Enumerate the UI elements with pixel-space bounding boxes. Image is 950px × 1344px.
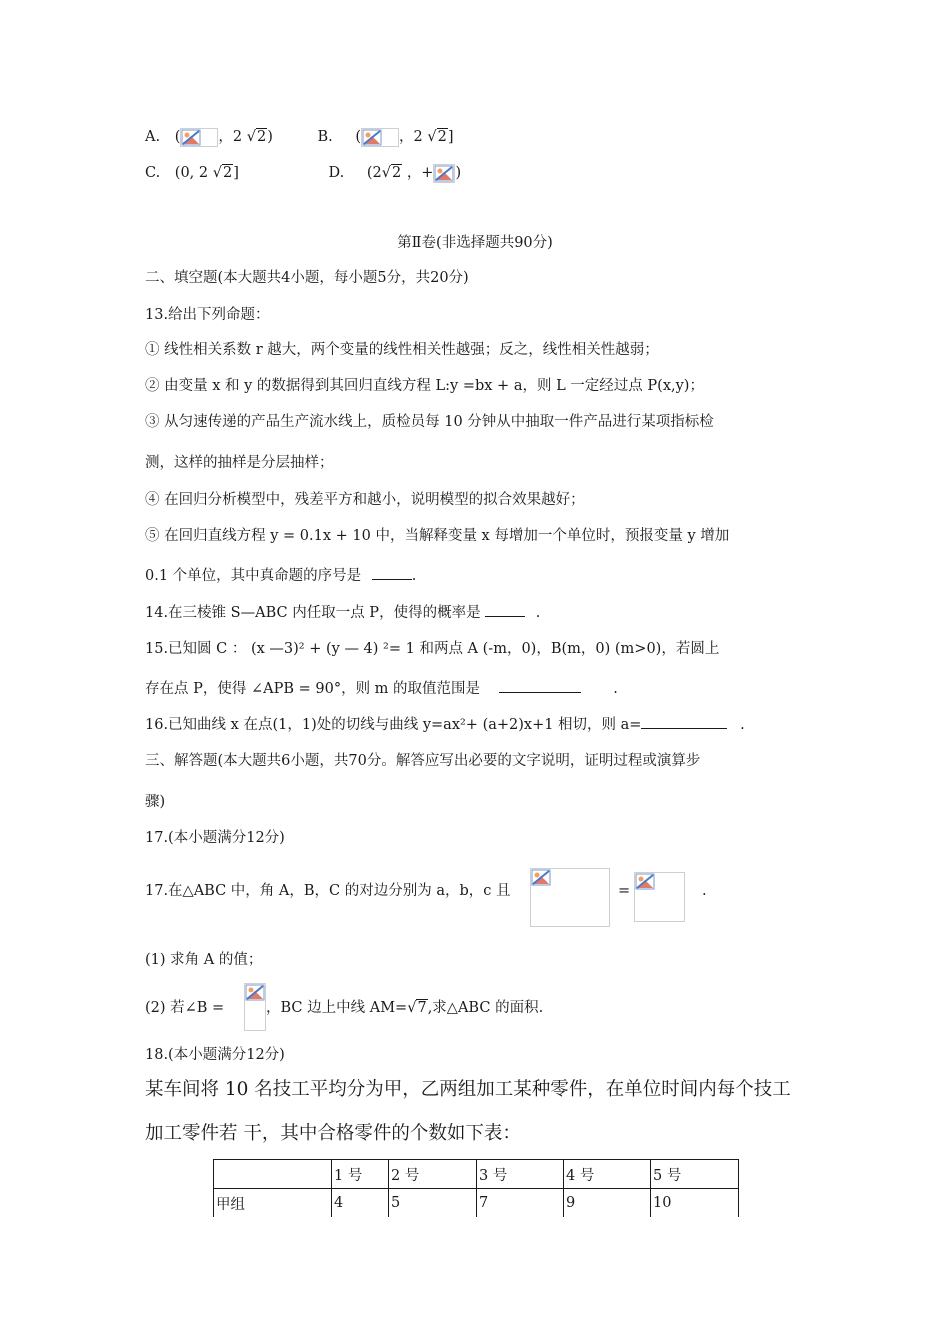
table-cell: 10: [651, 1189, 739, 1218]
table-cell: 4: [332, 1189, 389, 1218]
statement-2: ② 由变量 x 和 y 的数据得到其回归直线方程 L:y =bx + a，则 L 一定经过点 P(x,y)；: [145, 378, 704, 394]
statement-5: ⑤ 在回归直线方程 y = 0.1x + 10 中，当解释变量 x 每增加一个单位时，预报变量 y 增加: [145, 528, 730, 544]
sqrt-expression: √7: [407, 1000, 427, 1016]
sub-question-2: (2) 若∠B =: [145, 1000, 225, 1016]
broken-image-icon: [530, 868, 610, 927]
answer-blank: [485, 616, 525, 617]
table-header-row: [214, 1160, 739, 1189]
question-16: 16.已知曲线 x 在点(1，1)处的切线与曲线 y=ax²+ (a+2)x+1 相切，则 a= .: [145, 717, 745, 733]
table-cell: [214, 1160, 332, 1189]
parts-table: [213, 1159, 739, 1217]
table-cell: 5: [389, 1189, 477, 1218]
answer-blank: [641, 728, 727, 729]
question-14: 14.在三棱锥 S—ABC 内任取一点 P，使得的概率是 .: [145, 605, 541, 621]
table-row: [214, 1189, 739, 1218]
sqrt-expression: √2: [246, 129, 267, 145]
question-18-line2: 加工零件若 干，其中合格零件的个数如下表：: [145, 1123, 521, 1144]
table-cell: 3 号: [477, 1160, 564, 1189]
broken-image-icon: [180, 128, 218, 147]
table-cell: 甲组: [214, 1189, 332, 1218]
option-c: C. (0, 2 √2] D. (2√2 ，+ ): [145, 165, 462, 181]
statement-5-cont: 0.1 个单位，其中真命题的序号是 .: [145, 568, 417, 584]
answer-blank: [372, 579, 412, 580]
statement-3-cont: 测，这样的抽样是分层抽样；: [145, 455, 334, 471]
sqrt-expression: √2: [381, 165, 402, 181]
section-header-cont: 骤): [145, 794, 166, 810]
statement-1: ① 线性相关系数 r 越大，两个变量的线性相关性越强；反之，线性相关性越弱；: [145, 342, 659, 358]
table-cell: 9: [564, 1189, 651, 1218]
statement-3: ③ 从匀速传递的产品生产流水线上，质检员每 10 分钟从中抽取一件产品进行某项指标检: [145, 414, 714, 430]
statement-4: ④ 在回归分析模型中，残差平方和越小，说明模型的拟合效果越好；: [145, 492, 585, 508]
question-13-intro: 13.给出下列命题：: [145, 307, 270, 323]
table-cell: 1 号: [332, 1160, 389, 1189]
broken-image-icon: [361, 128, 399, 147]
broken-image-icon: [634, 872, 685, 922]
broken-image-icon: [433, 164, 455, 183]
question-17-score: 17.(本小题满分12分): [145, 830, 285, 846]
question-17-stem: 17.在△ABC 中，角 A，B，C 的对边分别为 a，b，c 且: [145, 883, 511, 899]
broken-image-icon: [244, 983, 266, 1031]
answer-blank: [499, 692, 581, 693]
question-18-score: 18.(本小题满分12分): [145, 1047, 285, 1063]
period: .: [702, 883, 707, 899]
table-cell: 5 号: [651, 1160, 739, 1189]
sub-question-2-cont: ，BC 边上中线 AM=√7,求△ABC 的面积.: [266, 1000, 544, 1016]
sqrt-expression: √2: [427, 129, 447, 145]
table-cell: 2 号: [389, 1160, 477, 1189]
section-header: 二、填空题(本大题共4小题，每小题5分，共20分): [145, 270, 469, 286]
question-15: 15.已知圆 C ： (x —3)² + (y — 4) ²= 1 和两点 A (-m，0)，B(m，0) (m>0)，若圆上: [145, 641, 720, 657]
section-header: 三、解答题(本大题共6小题，共70分。解答应写出必要的文字说明，证明过程或演算步: [145, 753, 701, 769]
sqrt-expression: √2: [212, 165, 233, 181]
option-a: A. ( ，2 √2) B. ( ，2 √2]: [145, 129, 454, 145]
sub-question-1: (1) 求角 A 的值；: [145, 952, 263, 968]
question-18-line1: 某车间将 10 名技工平均分为甲，乙两组加工某种零件，在单位时间内每个技工: [145, 1079, 791, 1100]
table-cell: 4 号: [564, 1160, 651, 1189]
table-cell: 7: [477, 1189, 564, 1218]
question-15-cont: 存在点 P，使得 ∠APB = 90°，则 m 的取值范围是 .: [145, 681, 618, 697]
equals-sign: =: [618, 883, 631, 899]
part-title: 第Ⅱ卷(非选择题共90分): [397, 235, 553, 251]
